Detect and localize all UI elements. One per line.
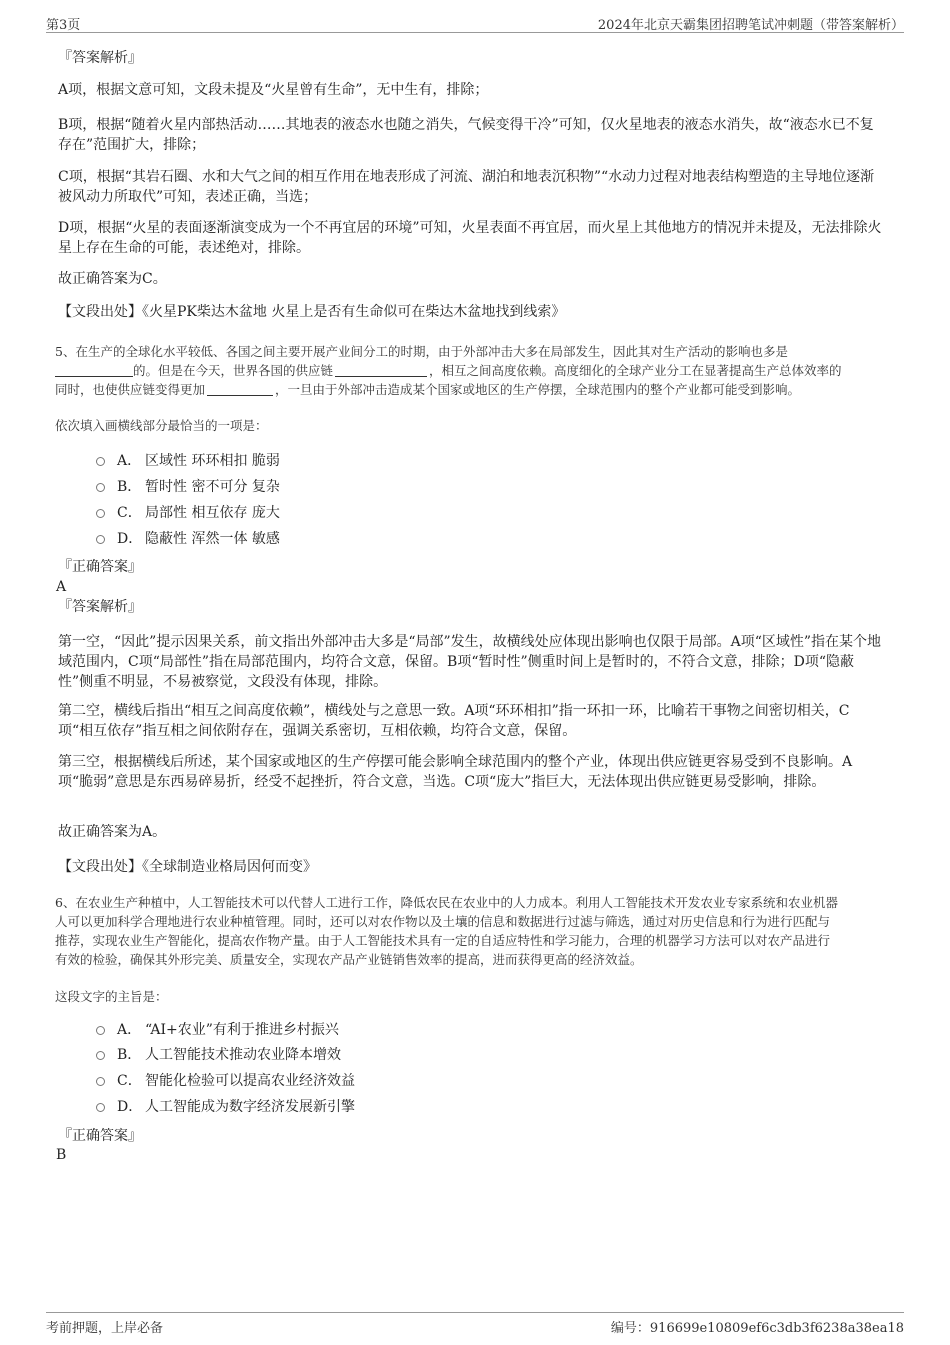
q5-answer: A (56, 579, 67, 595)
q4-conclusion: 故正确答案为C。 (58, 271, 167, 287)
q4-analysis-d: D项，根据“火星的表面逐渐演变成为一个不再宜居的环境”可知，火星表面不再宜居，而火星上其他地方的情况并未提及，无法排除火星上存在生命的可能，表述绝对，排除。 (58, 220, 882, 256)
radio-icon[interactable] (96, 535, 105, 544)
q5-analysis-para2: 第二空，横线后指出“相互之间高度依赖”，横线处与之意思一致。A项“环环相扣”指一环扣一环，比喻若干事物之间密切相关，C项“相互依存”指互相之间依附存在，强调关系密切，互相依赖，均符合文意，保留。 (58, 703, 850, 739)
q4-analysis-b: B项，根据“随着火星内部热活动……其地表的液态水也随之消失，气候变得干冷”可知，仅火星地表的液态水消失，故“液态水已不复存在”范围扩大，排除； (58, 117, 874, 153)
q5-stem-line2: 的。但是在今天，世界各国的供应链 ，相互之间高度依赖。高度细化的全球产业分工在显著提高生产总体效率的 (55, 361, 895, 380)
q5-prompt: 依次填入画横线部分最恰当的一项是： (55, 418, 268, 433)
q4-analysis-c: C项，根据“其岩石圈、水和大气之间的相互作用在地表形成了河流、湖泊和地表沉积物”“水动力过程对地表结构塑造的主导地位逐渐被风动力所取代”可知，表述正确，当选； (58, 169, 875, 205)
footer-slogan: 考前押题，上岸必备 (46, 1321, 164, 1336)
q5-stem-line1: 5、在生产的全球化水平较低、各国之间主要开展产业间分工的时期，由于外部冲击大多在局部发生，因此其对生产活动的影响也多是 (55, 344, 788, 359)
q6-stem (55, 893, 895, 969)
q5-answer-title: 『正确答案』 (58, 559, 142, 575)
q4-source: 【文段出处】《火星PK柴达木盆地 火星上是否有生命似可在柴达木盆地找到线索》 (58, 304, 566, 320)
radio-icon[interactable] (96, 1103, 105, 1112)
q5-analysis-para1: 第一空，“因此”提示因果关系，前文指出外部冲击大多是“局部”发生，故横线处应体现出影响也仅限于局部。A项“区域性”指在某个地域范围内，C项“局部性”指在局部范围内，均符合文意，保留。B项“暂时性”侧重时间上是暂时的，不符合文意，排除；D项“隐蔽性”侧重不明显，不易被察觉，文段没有体现，排除。 (58, 634, 882, 690)
q4-analysis-a: A项，根据文意可知，文段未提及“火星曾有生命”，无中生有，排除； (58, 82, 489, 98)
page-footer (46, 1312, 904, 1337)
page-header (46, 12, 904, 33)
q6-answer: B (56, 1147, 67, 1163)
q5-analysis-title: 『答案解析』 (58, 599, 142, 615)
q5-option-c[interactable]: C． 局部性 相互依存 庞大 (96, 503, 280, 523)
radio-icon[interactable] (96, 509, 105, 518)
page-number: 第3页 (46, 18, 81, 33)
document-id: 编号：916699e10809ef6c3db3f6238a38ea18 (610, 1321, 904, 1336)
radio-icon[interactable] (96, 457, 105, 466)
q5-option-b[interactable]: B． 暂时性 密不可分 复杂 (96, 477, 280, 497)
q6-stem-line3: 推荐，实现农业生产智能化，提高农作物产量。由于人工智能技术具有一定的自适应特性和学习能力，合理的机器学习方法可以对农产品进行 (55, 933, 831, 948)
q6-answer-title: 『正确答案』 (58, 1128, 142, 1144)
q5-analysis-para3: 第三空，根据横线后所述，某个国家或地区的生产停摆可能会影响全球范围内的整个产业，体现出供应链更容易受到不良影响。A项“脆弱”意思是东西易碎易折，经受不起挫折，符合文意，当选。C项“庞大”指巨大，无法体现出供应链更易受影响，排除。 (58, 754, 853, 790)
q5-stem (55, 342, 895, 399)
blank-2 (335, 362, 427, 377)
q6-stem-line1: 6、在农业生产种植中，人工智能技术可以代替人工进行工作，降低农民在农业中的人力成本。利用人工智能技术开发农业专家系统和农业机器 (55, 895, 838, 910)
q5-conclusion: 故正确答案为A。 (58, 824, 167, 840)
q6-stem-line4: 有效的检验，确保其外形完美、质量安全，实现农产品产业链销售效率的提高，进而获得更高的经济效益。 (55, 952, 643, 967)
blank-3 (207, 381, 273, 396)
q5-option-a[interactable]: A． 区域性 环环相扣 脆弱 (96, 451, 280, 471)
q6-stem-line2: 人可以更加科学合理地进行农业种植管理。同时，还可以对农作物以及土壤的信息和数据进行过滤与筛选，通过对历史信息和行为进行匹配与 (55, 914, 831, 929)
q6-option-b[interactable]: B． 人工智能技术推动农业降本增效 (96, 1045, 341, 1065)
radio-icon[interactable] (96, 1077, 105, 1086)
q5-option-d[interactable]: D． 隐蔽性 浑然一体 敏感 (96, 529, 280, 549)
q5-source: 【文段出处】《全球制造业格局因何而变》 (58, 859, 317, 875)
blank-1 (55, 362, 133, 377)
q6-option-a[interactable]: A． “AI+农业”有利于推进乡村振兴 (96, 1020, 339, 1040)
q6-prompt: 这段文字的主旨是： (55, 989, 168, 1004)
q4-analysis-title: 『答案解析』 (58, 50, 142, 66)
radio-icon[interactable] (96, 1051, 105, 1060)
document-title: 2024年北京天霸集团招聘笔试冲刺题（带答案解析） (597, 18, 904, 33)
radio-icon[interactable] (96, 1026, 105, 1035)
q5-stem-line3: 同时，也使供应链变得更加 ，一旦由于外部冲击造成某个国家或地区的生产停摆，全球范围内的整个产业都可能受到影响。 (55, 382, 801, 397)
radio-icon[interactable] (96, 483, 105, 492)
q6-option-c[interactable]: C． 智能化检验可以提高农业经济效益 (96, 1071, 355, 1091)
q6-option-d[interactable]: D． 人工智能成为数字经济发展新引擎 (96, 1097, 355, 1117)
